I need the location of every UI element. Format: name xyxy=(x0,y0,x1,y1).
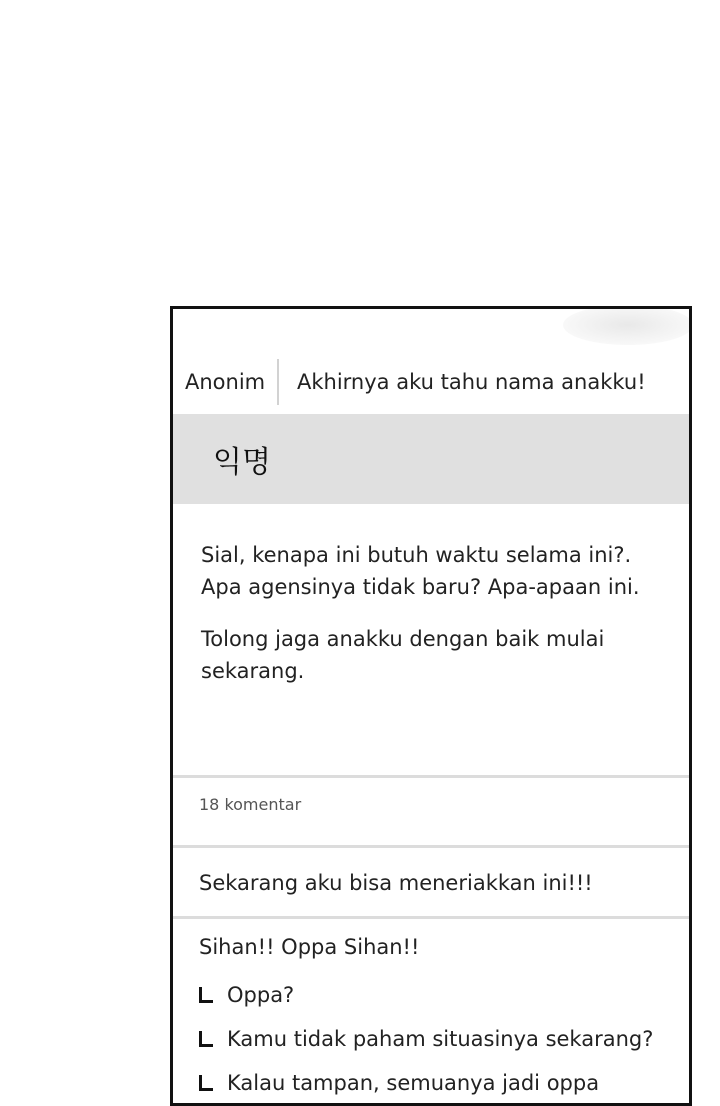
reply-text: Kamu tidak paham situasinya sekarang? xyxy=(227,1027,654,1051)
comment-item[interactable]: Sekarang aku bisa meneriakkan ini!!! xyxy=(199,871,593,895)
reply-arrow-icon xyxy=(199,1075,213,1091)
post-paragraph: Sial, kenapa ini butuh waktu selama ini?. Apa agensinya tidak baru? Apa-apaan ini. xyxy=(201,543,640,599)
reply-text: Kalau tampan, semuanya jadi oppa xyxy=(227,1071,600,1095)
reply-item[interactable] xyxy=(199,1027,653,1051)
comment-count[interactable]: 18 komentar xyxy=(199,795,302,814)
reply-item[interactable] xyxy=(199,983,294,1007)
section-divider xyxy=(173,845,689,848)
section-divider xyxy=(173,916,689,919)
comment-item[interactable]: Sihan!! Oppa Sihan!! xyxy=(199,935,420,959)
header-divider xyxy=(277,359,279,405)
reply-arrow-icon xyxy=(199,1031,213,1047)
section-divider xyxy=(173,775,689,778)
post-body xyxy=(201,539,671,707)
board-label: 익명 xyxy=(213,445,271,480)
reply-item[interactable] xyxy=(199,1071,599,1095)
post-author: Anonim xyxy=(185,370,266,394)
post-title: Akhirnya aku tahu nama anakku! xyxy=(297,370,646,394)
reply-arrow-icon xyxy=(199,987,213,1003)
post-header xyxy=(173,353,689,411)
phone-screen xyxy=(170,306,692,1106)
paint-smudge xyxy=(563,306,692,345)
post-paragraph: Tolong jaga anakku dengan baik mulai sekarang. xyxy=(201,627,605,683)
reply-text: Oppa? xyxy=(227,983,295,1007)
board-banner[interactable] xyxy=(173,414,689,504)
